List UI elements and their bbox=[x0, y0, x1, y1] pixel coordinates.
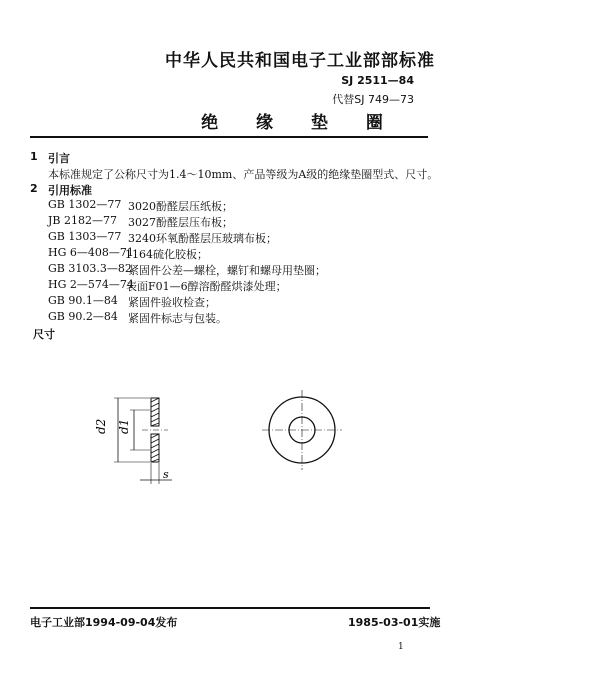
reference-code: GB 3103.3—82 bbox=[48, 262, 132, 275]
header-rule bbox=[30, 136, 428, 138]
standard-code: SJ 2511—84 bbox=[341, 74, 414, 87]
section2-heading: 引用标准 bbox=[48, 184, 92, 197]
reference-title: 3240环氧酚醛层压玻璃布板； bbox=[128, 232, 277, 245]
footer-rule bbox=[30, 607, 430, 609]
reference-title: 3020酚醛层压纸板； bbox=[128, 200, 233, 213]
section2-number: 2 bbox=[30, 182, 38, 195]
washer-drawing bbox=[80, 380, 360, 500]
effective-date: 1985-03-01实施 bbox=[348, 616, 441, 629]
ministry-standard-title: 中华人民共和国电子工业部部标准 bbox=[165, 51, 435, 71]
reference-code: GB 90.1—84 bbox=[48, 294, 118, 307]
section1-number: 1 bbox=[30, 150, 38, 163]
document-title: 绝 缘 垫 圈 bbox=[201, 113, 399, 133]
dimension-s-label: s bbox=[163, 468, 169, 481]
dimension-d2-label: d2 bbox=[94, 418, 108, 434]
reference-code: GB 90.2—84 bbox=[48, 310, 118, 323]
section1-heading: 引言 bbox=[48, 152, 70, 165]
reference-code: GB 1303—77 bbox=[48, 230, 122, 243]
reference-title: 紧固件标志与包装。 bbox=[128, 312, 227, 325]
section3-heading: 尺寸 bbox=[33, 328, 55, 341]
reference-code: GB 1302—77 bbox=[48, 198, 122, 211]
reference-title: 紧固件验收检查； bbox=[128, 296, 216, 309]
section1-text: 本标准规定了公称尺寸为1.4～10mm、产品等级为A级的绝缘垫圈型式、尺寸。 bbox=[48, 168, 439, 181]
issue-date: 电子工业部1994-09-04发布 bbox=[30, 616, 178, 629]
reference-code: HG 6—408—71 bbox=[48, 246, 134, 259]
reference-title: 紧固件公差—螺栓，螺钉和螺母用垫圈； bbox=[128, 264, 326, 277]
replaced-standard: 代替SJ 749—73 bbox=[332, 93, 414, 106]
page-number: 1 bbox=[398, 642, 404, 652]
reference-title: 3027酚醛层压布板； bbox=[128, 216, 233, 229]
reference-code: HG 2—574—74 bbox=[48, 278, 134, 291]
reference-title: 1164硫化胶板； bbox=[125, 248, 208, 261]
reference-code: JB 2182—77 bbox=[48, 214, 117, 227]
reference-title: 表面F01—6醇溶酚醛烘漆处理； bbox=[126, 280, 287, 293]
washer-front-view bbox=[262, 390, 342, 470]
dimension-d1-label: d1 bbox=[117, 418, 131, 434]
